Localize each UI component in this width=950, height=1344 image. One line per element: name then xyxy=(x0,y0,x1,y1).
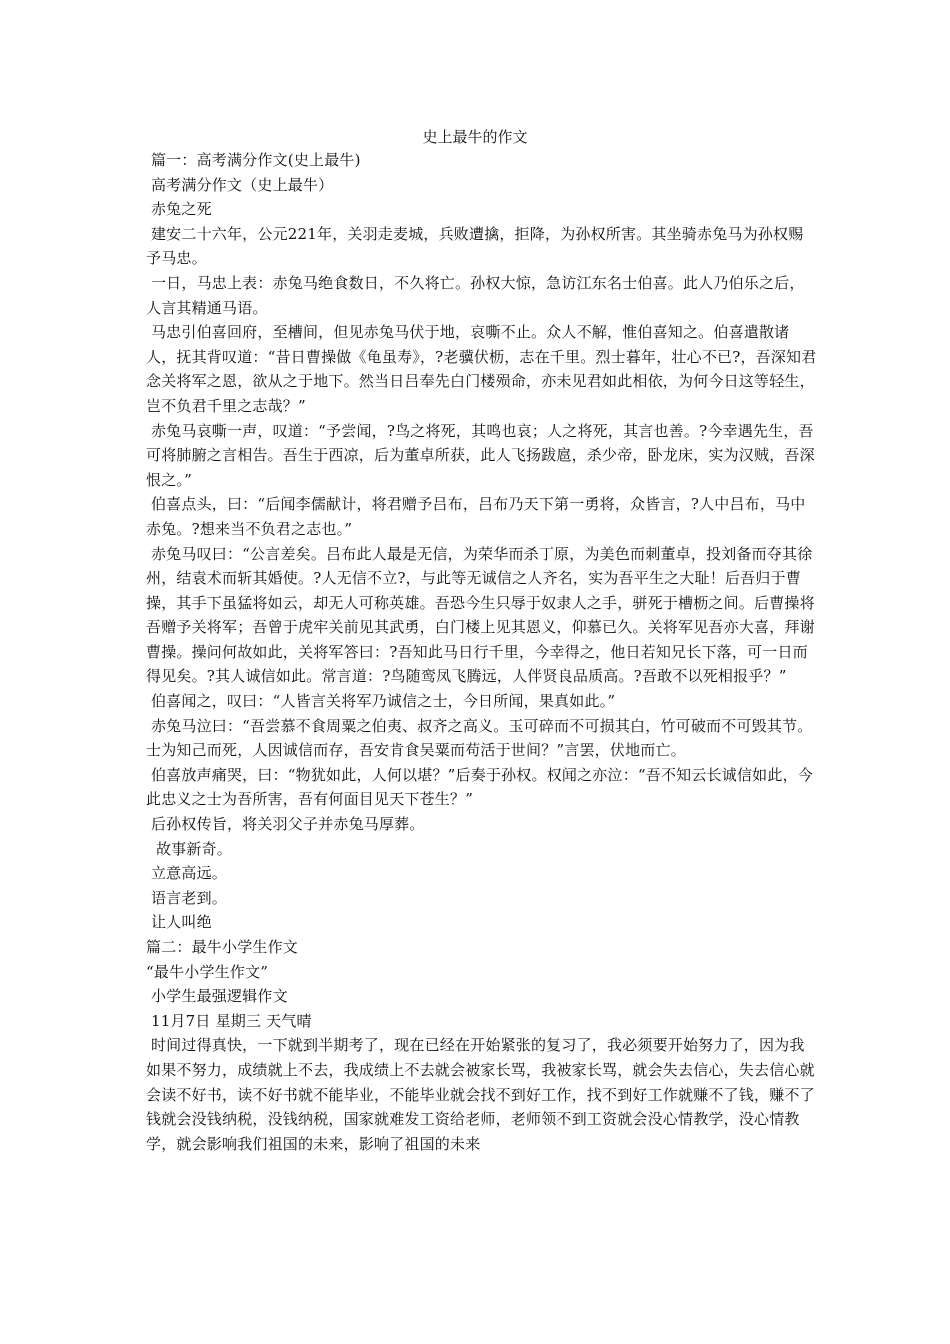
paragraph: 伯喜闻之，叹曰：“人皆言关将军乃诚信之士，今日所闻，果真如此。” xyxy=(146,692,616,711)
paragraph: 篇一：高考满分作文(史上最牛) xyxy=(146,151,361,169)
paragraph: 故事新奇。 xyxy=(146,839,232,858)
paragraph: 赤兔之死 xyxy=(146,200,212,219)
paragraph: 让人叫绝 xyxy=(146,913,212,932)
paragraph: 高考满分作文（史上最牛） xyxy=(146,175,334,194)
paragraph: 建安二十六年，公元221年，关羽走麦城，兵败遭擒，拒降，为孙权所害。其坐骑赤兔马为孙权赐予马忠。 xyxy=(146,224,804,268)
paragraph: 伯喜放声痛哭，曰：“物犹如此，人何以堪？”后奏于孙权。权闻之亦泣：“吾不知云长诚信如此，今此忠义之士为吾所害，吾有何面目见天下苍生？” xyxy=(146,765,813,809)
paragraph: 11月7日 星期三 天气晴 xyxy=(146,1011,312,1030)
paragraph: 赤兔马叹曰：“公言差矣。吕布此人最是无信，为荣华而杀丁原，为美色而刺董卓，投刘备而夺其徐州，结袁术而斩其婚使。?人无信不立?，与此等无诚信之人齐名，实为吾平生之大耻！后吾归于曹操，其手下虽猛将如云，却无人可称英雄。吾恐今生只辱于奴隶人之手，骈死于槽枥之间。后曹操将吾赠予关将军；吾曾于虎牢关前见其武勇，白门楼上见其恩义，仰慕已久。关将军见吾亦大喜，拜谢曹操。操问何故如此，关将军答曰：?吾知此马日行千里，今幸得之，他日若知兄长下落，可一日而得见矣。?其人诚信如此。常言道：?鸟随鸾凤飞腾远，人伴贤良品质高。?吾敢不以死相报乎？” xyxy=(146,544,815,686)
paragraph: 一日，马忠上表：赤兔马绝食数日，不久将亡。孙权大惊，急访江东名士伯喜。此人乃伯乐之后，人言其精通马语。 xyxy=(146,273,805,317)
paragraph: 赤兔马泣曰：“吾尝慕不食周粟之伯夷、叔齐之高义。玉可碎而不可损其白，竹可破而不可毁其节。士为知己而死，人因诚信而存，吾安肯食吴粟而苟活于世间？”言罢，伏地而亡。 xyxy=(146,716,813,760)
paragraph: 后孙权传旨，将关羽父子并赤兔马厚葬。 xyxy=(146,815,425,834)
paragraph: 马忠引伯喜回府，至槽间，但见赤兔马伏于地，哀嘶不止。众人不解，惟伯喜知之。伯喜遣散诸人，抚其背叹道：“昔日曹操做《龟虽寿》，?老骥伏枥，志在千里。烈士暮年，壮心不已?，吾深知君念关将军之恩，欲从之于地下。然当日吕奉先白门楼殒命，亦未见君如此相依，为何今日这等轻生，岂不负君千里之志哉？” xyxy=(146,323,817,415)
paragraph: 小学生最强逻辑作文 xyxy=(146,987,288,1006)
paragraph: 语言老到。 xyxy=(146,888,227,907)
document-title: 史上最牛的作文 xyxy=(422,128,528,146)
paragraph: 时间过得真快，一下就到半期考了，现在已经在开始紧张的复习了，我必须要开始努力了，因为我如果不努力，成绩就上不去，我成绩上不去就会被家长骂，我被家长骂，就会失去信心，失去信心就会读不好书，读不好书就不能毕业，不能毕业就会找不到好工作，找不到好工作就赚不了钱，赚不了钱就会没钱纳税，没钱纳税，国家就难发工资给老师，老师领不到工资就会没心情教学，没心情教学，就会影响我们祖国的未来，影响了祖国的未来 xyxy=(146,1036,815,1153)
paragraph: 赤兔马哀嘶一声，叹道：“予尝闻，?鸟之将死，其鸣也哀；人之将死，其言也善。?今幸遇先生，吾可将肺腑之言相告。吾生于西凉，后为董卓所获，此人飞扬跋扈，杀少帝，卧龙床，实为汉贼，吾深恨之。” xyxy=(146,421,815,489)
document-body xyxy=(146,148,818,1156)
paragraph: “最牛小学生作文” xyxy=(146,962,269,981)
paragraph: 立意高远。 xyxy=(146,864,227,883)
paragraph: 伯喜点头，曰：“后闻李儒献计，将君赠予吕布，吕布乃天下第一勇将，众皆言，?人中吕布，马中赤兔。?想来当不负君之志也。” xyxy=(146,495,806,538)
paragraph: 篇二：最牛小学生作文 xyxy=(146,938,299,956)
